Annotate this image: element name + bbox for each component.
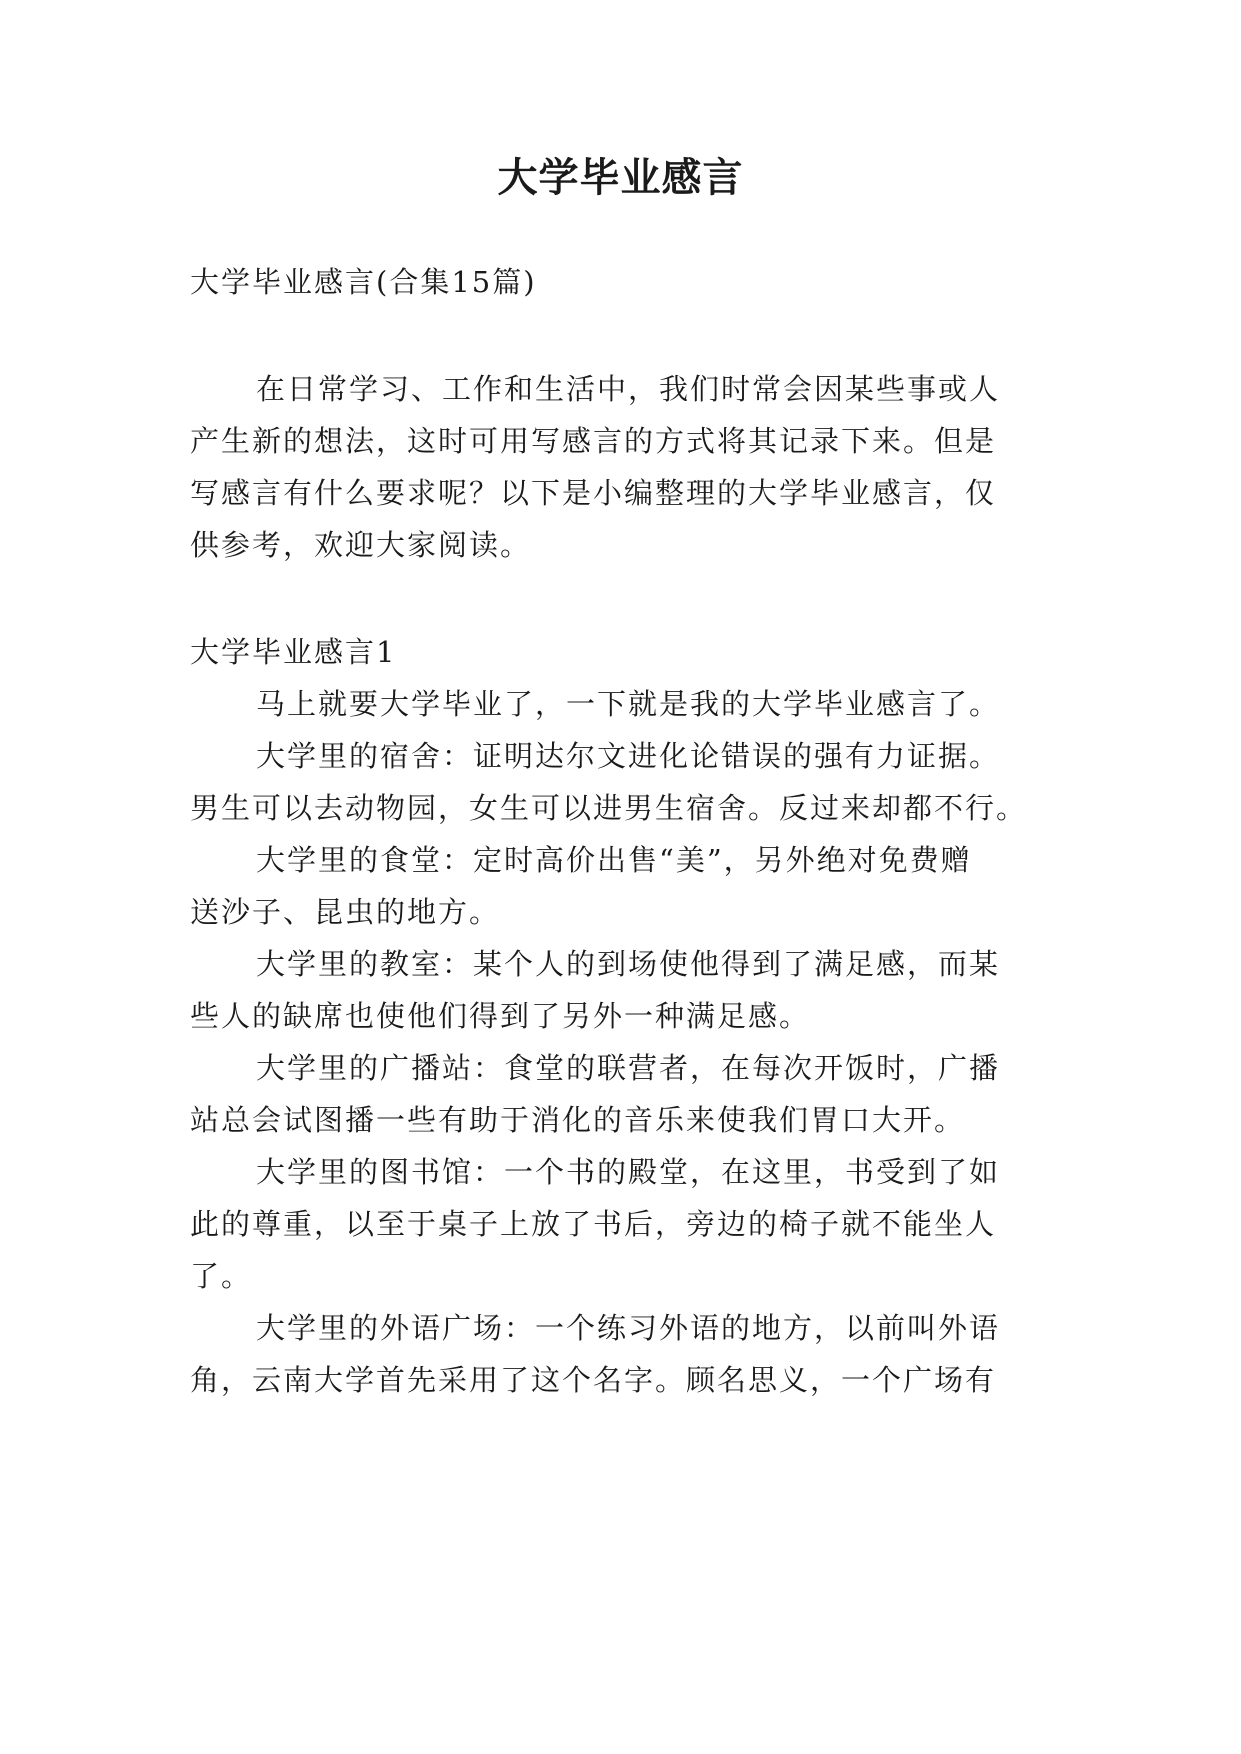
body-line: 大学里的图书馆：一个书的殿堂，在这里，书受到了如 — [256, 1155, 1001, 1189]
section-heading: 大学毕业感言1 — [190, 635, 397, 669]
intro-line: 产生新的想法，这时可用写感言的方式将其记录下来。但是 — [190, 424, 997, 458]
document-title: 大学毕业感言 — [497, 155, 744, 201]
intro-line: 写感言有什么要求呢？以下是小编整理的大学毕业感言，仅 — [190, 476, 997, 510]
body-line: 马上就要大学毕业了，一下就是我的大学毕业感言了。 — [256, 687, 1001, 721]
intro-line: 供参考，欢迎大家阅读。 — [190, 528, 532, 562]
body-line: 男生可以去动物园，女生可以进男生宿舍。反过来却都不行。 — [190, 791, 1028, 825]
document-subtitle: 大学毕业感言(合集15篇) — [190, 265, 537, 299]
intro-line: 在日常学习、工作和生活中，我们时常会因某些事或人 — [256, 372, 1001, 406]
body-line: 了。 — [190, 1259, 253, 1293]
body-line: 此的尊重，以至于桌子上放了书后，旁边的椅子就不能坐人 — [190, 1207, 997, 1241]
body-line: 大学里的外语广场：一个练习外语的地方，以前叫外语 — [256, 1311, 1001, 1345]
body-line: 大学里的教室：某个人的到场使他得到了满足感，而某 — [256, 947, 1001, 981]
body-line: 些人的缺席也使他们得到了另外一种满足感。 — [190, 999, 811, 1033]
body-line: 角，云南大学首先采用了这个名字。顾名思义，一个广场有 — [190, 1363, 997, 1397]
body-line: 站总会试图播一些有助于消化的音乐来使我们胃口大开。 — [190, 1103, 966, 1137]
body-line: 大学里的宿舍：证明达尔文进化论错误的强有力证据。 — [256, 739, 1001, 773]
body-line: 大学里的食堂：定时高价出售“美”，另外绝对免费赠 — [256, 843, 972, 877]
body-line: 送沙子、昆虫的地方。 — [190, 895, 501, 929]
body-line: 大学里的广播站：食堂的联营者，在每次开饭时，广播 — [256, 1051, 1001, 1085]
